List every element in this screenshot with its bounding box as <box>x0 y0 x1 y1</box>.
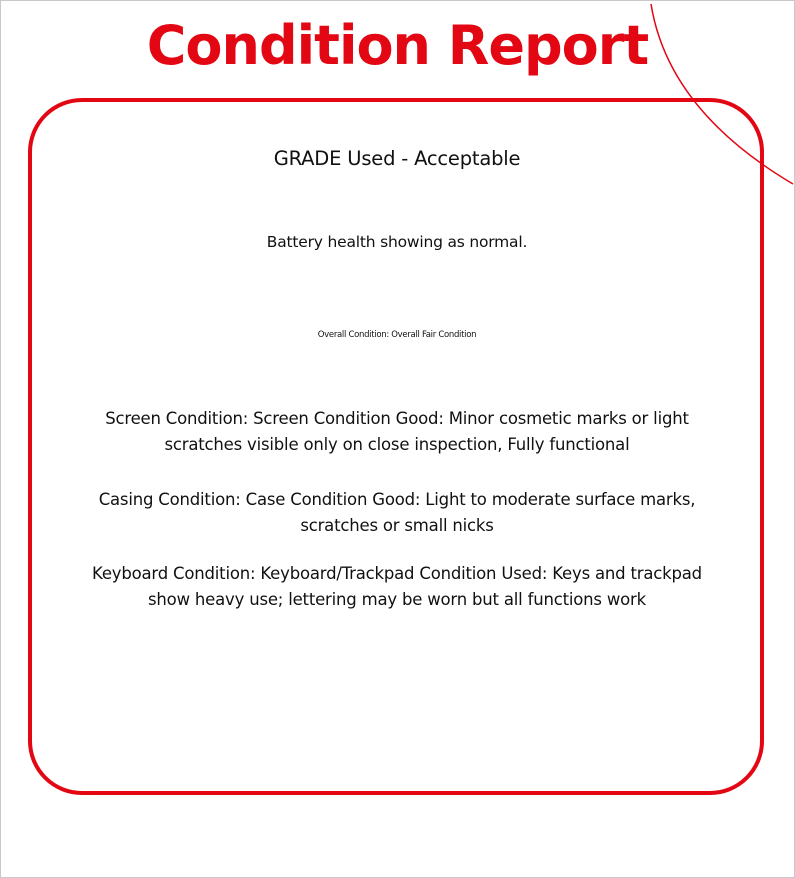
keyboard-condition-line-1: Keyboard Condition: Keyboard/Trackpad Condition Used: Keys and trackpad <box>92 564 702 583</box>
casing-condition-line-2: scratches or small nicks <box>300 516 494 535</box>
screen-condition-line-2: scratches visible only on close inspection, Fully functional <box>164 435 630 454</box>
page-title: Condition Report <box>146 14 649 77</box>
keyboard-condition-text <box>30 561 764 613</box>
screen-condition-text <box>40 406 754 458</box>
casing-condition-text <box>40 487 754 539</box>
screen-condition-line-1: Screen Condition: Screen Condition Good: Minor cosmetic marks or light <box>105 409 689 428</box>
overall-condition-text: Overall Condition: Overall Fair Condition <box>317 330 477 340</box>
grade-text: GRADE Used - Acceptable <box>273 147 521 170</box>
casing-condition-line-1: Casing Condition: Case Condition Good: Light to moderate surface marks, <box>98 490 696 509</box>
battery-health-text: Battery health showing as normal. <box>266 233 528 251</box>
keyboard-condition-line-2: show heavy use; lettering may be worn but all functions work <box>148 590 646 609</box>
